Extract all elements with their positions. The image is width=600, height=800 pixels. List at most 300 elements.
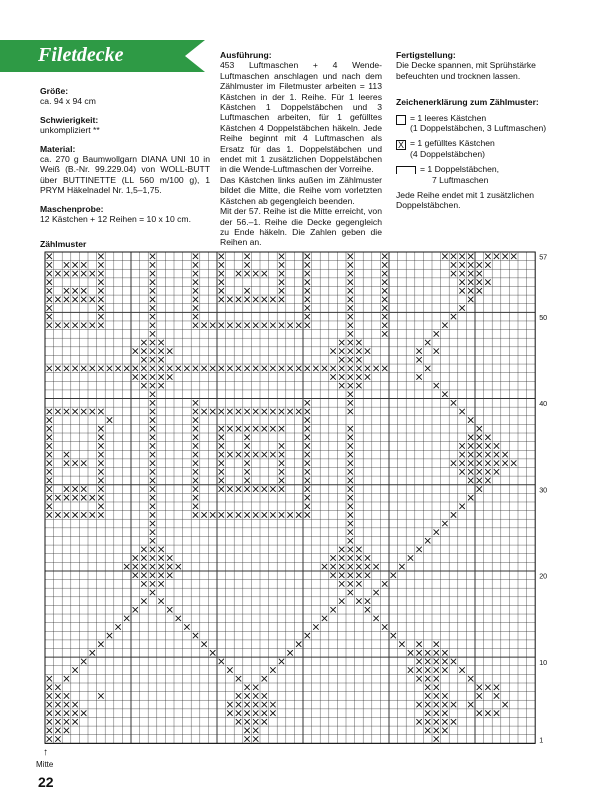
filled-cell-mark (55, 728, 60, 733)
filled-cell-mark (227, 667, 232, 672)
filled-cell-mark (150, 564, 155, 569)
filled-cell-mark (468, 262, 473, 267)
filled-cell-mark (348, 400, 353, 405)
filled-cell-mark (305, 366, 310, 371)
filled-cell-mark (167, 374, 172, 379)
filled-cell-mark (201, 366, 206, 371)
filled-cell-mark (494, 460, 499, 465)
filled-cell-mark (391, 573, 396, 578)
filled-cell-mark (365, 564, 370, 569)
filled-cell-mark (485, 452, 490, 457)
filled-cell-mark (193, 443, 198, 448)
filled-cell-mark (141, 573, 146, 578)
filled-cell-mark (348, 564, 353, 569)
filled-cell-mark (98, 314, 103, 319)
filled-cell-mark (219, 659, 224, 664)
filled-cell-mark (244, 719, 249, 724)
filled-cell-mark (227, 512, 232, 517)
filled-cell-mark (296, 512, 301, 517)
filled-cell-mark (55, 323, 60, 328)
filled-cell-mark (98, 512, 103, 517)
filled-cell-mark (373, 366, 378, 371)
filled-cell-mark (158, 564, 163, 569)
filled-cell-mark (167, 573, 172, 578)
filled-cell-mark (124, 366, 129, 371)
filled-cell-mark (193, 435, 198, 440)
filled-cell-mark (193, 512, 198, 517)
filled-cell-mark (451, 460, 456, 465)
filled-cell-mark (459, 254, 464, 259)
filled-cell-mark (244, 409, 249, 414)
filled-cell-mark (90, 366, 95, 371)
filled-cell-mark (55, 512, 60, 517)
filled-cell-mark (339, 581, 344, 586)
filled-cell-mark (330, 607, 335, 612)
filled-cell-mark (468, 460, 473, 465)
instructions-paragraph-1: 453 Luftmaschen + 4 Wende- Luftmaschen anschlagen und nach dem Zählmuster im Filetmuster arbeiten = 113 Kästchen in der 1. Reihe. Für 1 leeres Kästchen 1 Doppelstäbchen und 3 Luftmaschen arbeiten, für 1 gefülltes Kästchen 4 Doppelstäbchen häkeln. Jede Reihe beginnt mit 4 Luftmaschen als Ersatz für das 1. Doppelstäbchen und endet mit 1 zusätzlichen Doppelstäbchen in die Wende-Luftmaschen der Vorreihe. (220, 60, 382, 175)
filled-cell-mark (339, 547, 344, 552)
filled-cell-mark (451, 702, 456, 707)
filled-cell-mark (382, 305, 387, 310)
filled-cell-mark (150, 305, 155, 310)
filled-cell-mark (47, 297, 52, 302)
filled-cell-mark (434, 529, 439, 534)
filled-cell-mark (442, 521, 447, 526)
filled-cell-mark (167, 555, 172, 560)
filled-cell-mark (227, 702, 232, 707)
filled-cell-mark (442, 254, 447, 259)
filled-cell-mark (339, 564, 344, 569)
filled-cell-mark (434, 650, 439, 655)
filled-cell-mark (47, 443, 52, 448)
filled-cell-mark (262, 452, 267, 457)
filled-cell-mark (305, 288, 310, 293)
filled-cell-mark (81, 659, 86, 664)
filled-cell-mark (262, 323, 267, 328)
filled-cell-mark (244, 478, 249, 483)
filled-cell-mark (425, 659, 430, 664)
filled-cell-mark (287, 323, 292, 328)
filled-cell-mark (348, 305, 353, 310)
filled-cell-mark (47, 409, 52, 414)
filled-cell-mark (47, 710, 52, 715)
filled-cell-mark (244, 693, 249, 698)
filled-cell-mark (365, 366, 370, 371)
filled-cell-mark (98, 409, 103, 414)
difficulty-text: unkompliziert ** (40, 125, 100, 136)
filled-cell-mark (434, 710, 439, 715)
filled-cell-mark (494, 693, 499, 698)
filled-cell-mark (451, 659, 456, 664)
filled-cell-mark (468, 702, 473, 707)
filled-cell-mark (133, 348, 138, 353)
filled-cell-mark (434, 383, 439, 388)
filled-cell-mark (339, 357, 344, 362)
filled-cell-mark (305, 512, 310, 517)
filled-cell-mark (348, 314, 353, 319)
filled-cell-mark (150, 452, 155, 457)
filled-cell-mark (219, 443, 224, 448)
filled-cell-mark (494, 443, 499, 448)
filled-cell-mark (167, 607, 172, 612)
filled-cell-mark (416, 348, 421, 353)
filled-cell-mark (434, 736, 439, 741)
filled-cell-mark (408, 650, 413, 655)
filled-cell-mark (90, 297, 95, 302)
filled-cell-mark (425, 702, 430, 707)
legend-note: Jede Reihe endet mit 1 zusätzlichen Doppelstäbchen. (396, 190, 535, 211)
filled-cell-mark (348, 340, 353, 345)
filled-cell-mark (459, 667, 464, 672)
filled-cell-mark (72, 323, 77, 328)
filled-cell-mark (253, 486, 258, 491)
filled-cell-mark (279, 478, 284, 483)
filled-cell-mark (468, 271, 473, 276)
filled-cell-mark (313, 624, 318, 629)
filled-cell-mark (348, 323, 353, 328)
filled-cell-mark (98, 435, 103, 440)
filled-cell-mark (150, 297, 155, 302)
filled-cell-mark (262, 297, 267, 302)
filled-cell-mark (348, 460, 353, 465)
filled-cell-mark (55, 710, 60, 715)
filled-cell-mark (442, 650, 447, 655)
legend-chain-line1: = 1 Doppelstäbchen, (420, 164, 500, 175)
filled-cell-mark (279, 366, 284, 371)
filled-cell-mark (201, 409, 206, 414)
filled-cell-mark (150, 262, 155, 267)
filled-cell-mark (442, 702, 447, 707)
gauge-heading: Maschenprobe: (40, 203, 104, 214)
filled-cell-mark (253, 719, 258, 724)
filled-cell-mark (459, 262, 464, 267)
filled-cell-mark (425, 719, 430, 724)
filled-cell-mark (81, 288, 86, 293)
filled-cell-mark (64, 495, 69, 500)
filled-cell-mark (305, 305, 310, 310)
filled-cell-mark (425, 728, 430, 733)
filled-cell-mark (150, 521, 155, 526)
filled-cell-mark (477, 262, 482, 267)
filled-cell-mark (348, 581, 353, 586)
filled-cell-mark (279, 469, 284, 474)
filled-cell-mark (55, 409, 60, 414)
filled-cell-mark (348, 469, 353, 474)
filled-cell-mark (502, 460, 507, 465)
legend-empty-line2: (1 Doppelstäbchen, 3 Luftmaschen) (410, 123, 547, 134)
filled-cell-mark (253, 685, 258, 690)
arrow-up-icon: ↑ (43, 747, 48, 758)
filled-cell-mark (262, 486, 267, 491)
filled-cell-mark (167, 564, 172, 569)
filled-cell-mark (107, 417, 112, 422)
filled-cell-mark (236, 702, 241, 707)
instructions-paragraph-3: Mit der 57. Reihe ist die Mitte erreicht, von der 56.–1. Reihe die Decke gegengleich zu Ende häkeln. Die Zahlen geben die Reihen an. (220, 206, 382, 248)
filled-cell-mark (244, 435, 249, 440)
filled-cell-mark (90, 409, 95, 414)
filled-cell-mark (98, 478, 103, 483)
filled-cell-mark (425, 650, 430, 655)
filled-cell-mark (451, 262, 456, 267)
filled-cell-mark (477, 693, 482, 698)
filled-cell-mark (356, 581, 361, 586)
filled-cell-mark (90, 323, 95, 328)
row-number-label: 1 (539, 735, 544, 745)
filled-cell-mark (150, 374, 155, 379)
filled-cell-mark (158, 374, 163, 379)
filled-cell-mark (373, 590, 378, 595)
filled-cell-mark (236, 710, 241, 715)
filled-cell-mark (485, 469, 490, 474)
filled-cell-mark (236, 271, 241, 276)
filled-cell-mark (193, 495, 198, 500)
filled-cell-mark (244, 297, 249, 302)
filled-cell-mark (236, 512, 241, 517)
filled-cell-mark (468, 254, 473, 259)
filled-cell-mark (382, 624, 387, 629)
filled-cell-mark (124, 616, 129, 621)
filled-cell-mark (330, 555, 335, 560)
filled-cell-mark (150, 581, 155, 586)
filled-cell-mark (72, 719, 77, 724)
filled-cell-mark (64, 288, 69, 293)
filled-cell-mark (184, 624, 189, 629)
filled-cell-mark (227, 452, 232, 457)
filled-cell-mark (356, 348, 361, 353)
filled-cell-mark (348, 254, 353, 259)
filled-cell-mark (150, 469, 155, 474)
filled-cell-mark (348, 279, 353, 284)
filled-cell-mark (348, 409, 353, 414)
filled-cell-mark (72, 512, 77, 517)
filled-cell-mark (244, 486, 249, 491)
filled-cell-mark (72, 262, 77, 267)
filled-cell-mark (451, 512, 456, 517)
difficulty-heading: Schwierigkeit: (40, 114, 99, 125)
filled-cell-mark (399, 642, 404, 647)
filled-cell-mark (262, 409, 267, 414)
filled-cell-mark (485, 710, 490, 715)
page-number: 22 (38, 774, 54, 790)
filled-cell-mark (348, 478, 353, 483)
filled-cell-mark (115, 624, 120, 629)
filled-cell-mark (330, 366, 335, 371)
filled-cell-mark (305, 435, 310, 440)
filled-cell-mark (47, 676, 52, 681)
filled-cell-mark (81, 495, 86, 500)
filled-cell-mark (468, 676, 473, 681)
filled-cell-mark (219, 288, 224, 293)
filled-cell-mark (133, 564, 138, 569)
filled-cell-mark (193, 323, 198, 328)
filled-cell-mark (270, 452, 275, 457)
filled-cell-mark (193, 633, 198, 638)
filled-cell-mark (219, 271, 224, 276)
filled-cell-mark (365, 348, 370, 353)
filled-cell-mark (72, 460, 77, 465)
filled-cell-mark (219, 478, 224, 483)
filled-cell-mark (279, 262, 284, 267)
filled-cell-mark (348, 555, 353, 560)
filled-cell-mark (468, 478, 473, 483)
filled-cell-mark (150, 348, 155, 353)
filled-cell-mark (158, 555, 163, 560)
filled-cell-mark (47, 279, 52, 284)
filled-cell-mark (425, 710, 430, 715)
legend-chain-line2: 7 Luftmaschen (432, 174, 489, 185)
legend-empty-line1: = 1 leeres Kästchen (410, 112, 487, 123)
filled-cell-mark (451, 400, 456, 405)
filled-cell-mark (236, 297, 241, 302)
filled-cell-mark (348, 348, 353, 353)
filled-cell-mark (339, 383, 344, 388)
filled-cell-mark (133, 374, 138, 379)
filled-cell-mark (416, 642, 421, 647)
instructions-paragraph-2: Das Kästchen links außen im Zählmuster bildet die Mitte, die Reihe vom vorletzten Kästchen ab gegengleich beenden. (220, 174, 382, 206)
filled-cell-mark (244, 426, 249, 431)
filled-cell-mark (434, 331, 439, 336)
filled-cell-mark (90, 271, 95, 276)
filled-cell-mark (47, 460, 52, 465)
filled-cell-mark (348, 383, 353, 388)
row-number-label: 20 (539, 571, 548, 581)
filled-cell-mark (330, 573, 335, 578)
filled-cell-mark (72, 297, 77, 302)
filled-cell-mark (270, 710, 275, 715)
filled-cell-mark (193, 460, 198, 465)
filled-cell-mark (296, 409, 301, 414)
filled-cell-mark (459, 443, 464, 448)
filled-cell-mark (425, 340, 430, 345)
filled-cell-mark (339, 348, 344, 353)
center-label: Mitte (36, 760, 54, 769)
filled-cell-mark (55, 297, 60, 302)
filled-cell-mark (64, 409, 69, 414)
filled-cell-mark (244, 710, 249, 715)
filled-cell-mark (442, 728, 447, 733)
filled-cell-mark (477, 443, 482, 448)
filled-cell-mark (270, 323, 275, 328)
filled-cell-mark (348, 435, 353, 440)
filled-cell-mark (150, 460, 155, 465)
filled-cell-mark (193, 426, 198, 431)
filled-cell-mark (64, 486, 69, 491)
filled-cell-mark (90, 495, 95, 500)
filled-cell-mark (348, 374, 353, 379)
filled-cell-mark (451, 314, 456, 319)
filled-cell-mark (502, 452, 507, 457)
filled-cell-mark (55, 736, 60, 741)
filled-cell-mark (210, 409, 215, 414)
filled-cell-mark (416, 357, 421, 362)
filled-cell-mark (64, 676, 69, 681)
filled-cell-mark (305, 486, 310, 491)
size-heading: Größe: (40, 86, 69, 96)
filled-cell-mark (81, 323, 86, 328)
filled-cell-mark (442, 659, 447, 664)
filled-cell-mark (244, 262, 249, 267)
filled-cell-mark (477, 271, 482, 276)
filled-cell-mark (193, 288, 198, 293)
filled-cell-mark (210, 512, 215, 517)
filled-cell-mark (459, 305, 464, 310)
filled-cell-mark (227, 710, 232, 715)
filled-cell-mark (81, 366, 86, 371)
filled-cell-mark (244, 323, 249, 328)
filled-cell-mark (348, 392, 353, 397)
filled-cell-mark (485, 478, 490, 483)
filled-cell-mark (141, 348, 146, 353)
filled-cell-mark (494, 469, 499, 474)
filled-cell-mark (365, 607, 370, 612)
filled-cell-mark (477, 452, 482, 457)
filled-cell-mark (64, 323, 69, 328)
legend-filled-line1: = 1 gefülltes Kästchen (410, 138, 495, 149)
filled-cell-mark (305, 271, 310, 276)
filled-cell-mark (150, 426, 155, 431)
filled-cell-mark (279, 486, 284, 491)
filled-cell-mark (262, 702, 267, 707)
filled-cell-mark (107, 633, 112, 638)
filled-cell-mark (219, 366, 224, 371)
filled-cell-mark (150, 478, 155, 483)
filled-cell-mark (47, 719, 52, 724)
filled-cell-mark (339, 340, 344, 345)
filled-cell-mark (150, 529, 155, 534)
filled-cell-mark (459, 504, 464, 509)
row-number-label: 57 (539, 252, 548, 262)
filled-cell-mark (348, 547, 353, 552)
filled-cell-mark (279, 460, 284, 465)
filled-cell-mark (348, 573, 353, 578)
filled-cell-mark (279, 409, 284, 414)
filled-cell-mark (416, 676, 421, 681)
filled-cell-mark (55, 366, 60, 371)
finishing-text: Die Decke spannen, mit Sprühstärke befeuchten und trocknen lassen. (396, 60, 536, 81)
filled-cell-mark (348, 504, 353, 509)
filled-cell-mark (124, 564, 129, 569)
filled-cell-mark (434, 685, 439, 690)
filled-cell-mark (150, 504, 155, 509)
filled-cell-mark (219, 469, 224, 474)
filled-cell-mark (244, 288, 249, 293)
filled-cell-mark (72, 667, 77, 672)
material-heading: Material: (40, 143, 76, 154)
filled-cell-mark (468, 297, 473, 302)
filled-cell-mark (477, 435, 482, 440)
filled-cell-mark (72, 271, 77, 276)
filled-cell-mark (373, 616, 378, 621)
filled-cell-mark (330, 564, 335, 569)
filled-cell-mark (279, 297, 284, 302)
filled-cell-mark (253, 710, 258, 715)
filled-cell-mark (47, 271, 52, 276)
filled-cell-mark (47, 736, 52, 741)
filled-cell-mark (47, 254, 52, 259)
filled-cell-mark (296, 323, 301, 328)
filled-cell-mark (287, 409, 292, 414)
filled-cell-mark (193, 486, 198, 491)
filled-cell-mark (339, 598, 344, 603)
filled-cell-mark (382, 254, 387, 259)
filled-cell-mark (442, 693, 447, 698)
filled-cell-mark (459, 271, 464, 276)
filled-cell-mark (253, 728, 258, 733)
filled-cell-mark (55, 693, 60, 698)
filled-cell-mark (244, 366, 249, 371)
filled-cell-mark (176, 616, 181, 621)
filled-cell-mark (158, 547, 163, 552)
